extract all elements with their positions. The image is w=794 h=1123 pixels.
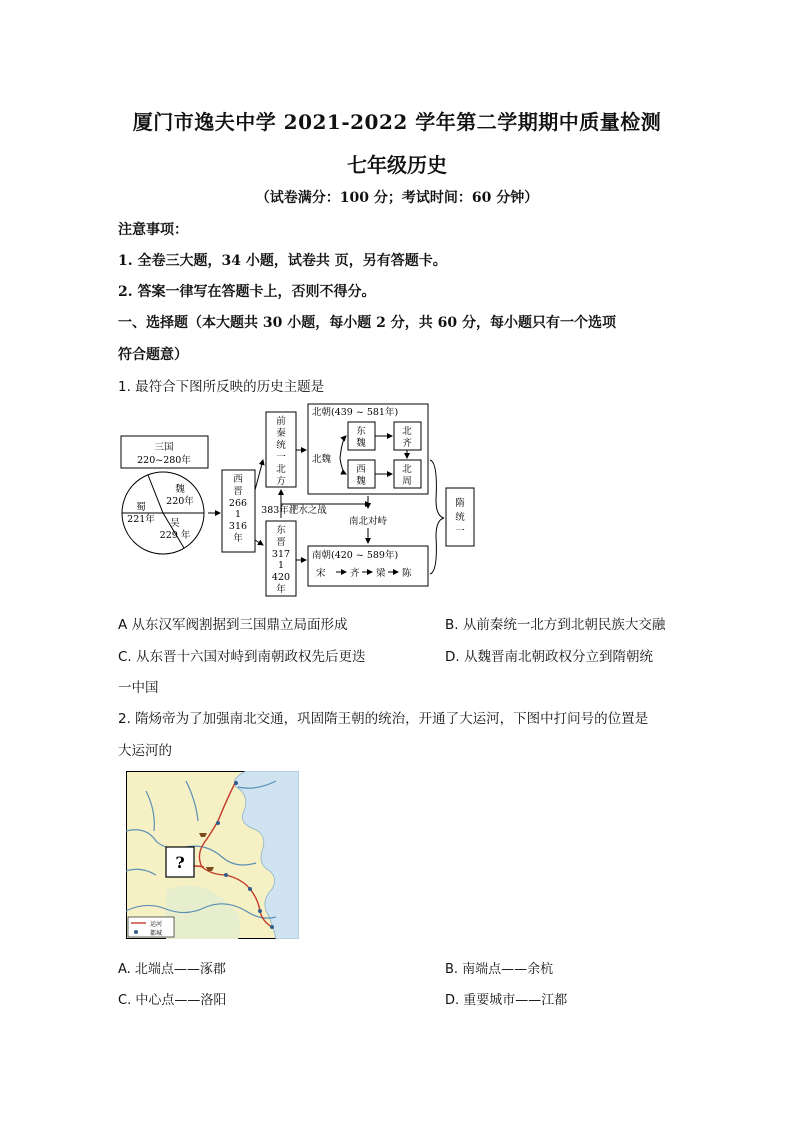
- xijin-char-1: 西: [233, 474, 243, 485]
- qianqin-char-4: 一: [276, 452, 286, 463]
- chen-label: 陈: [402, 568, 412, 579]
- grand-canal-map: [126, 771, 299, 939]
- exam-title: 厦门市逸夫中学 2021-2022 学年第二学期期中质量检测: [132, 110, 662, 134]
- notes-item-1: 1. 全卷三大题，34 小题，试卷共 页，另有答题卡。: [118, 253, 447, 269]
- sui-char-3: 一: [455, 526, 465, 537]
- sui-char-1: 隋: [455, 498, 465, 509]
- question-2-stem: 2. 隋炀帝为了加强南北交通，巩固隋王朝的统治，开通了大运河，下图中打问号的位置是: [118, 711, 649, 727]
- q2-option-b[interactable]: B. 南端点——余杭: [445, 962, 554, 977]
- wei-label: 魏: [175, 484, 185, 495]
- xiwei-char-2: 魏: [356, 476, 366, 487]
- exam-meta: （试卷满分：100 分；考试时间：60 分钟）: [255, 190, 539, 206]
- question-mark: ?: [175, 853, 185, 872]
- q1-option-d[interactable]: D. 从魏晋南北朝政权分立到隋朝统: [445, 649, 653, 665]
- q1-option-a[interactable]: A 从东汉军阀割据到三国鼎立局面形成: [118, 617, 348, 633]
- xijin-sep: 1: [234, 509, 242, 520]
- song-label: 宋: [316, 568, 326, 579]
- beiqi-char-2: 齐: [402, 438, 412, 449]
- q1-option-b[interactable]: B. 从前秦统一北方到北朝民族大交融: [445, 617, 666, 633]
- dongjin-year-end: 420: [271, 572, 291, 583]
- shu-label: 蜀: [136, 502, 146, 513]
- qianqin-char-3: 统: [276, 440, 286, 451]
- dongjin-year-start: 317: [271, 549, 291, 560]
- right-brace: [430, 460, 444, 574]
- liang-label: 梁: [376, 568, 386, 579]
- dongjin-char-1: 东: [276, 525, 286, 536]
- notes-heading: 注意事项：: [118, 222, 188, 238]
- question-2-stem-cont: 大运河的: [118, 743, 172, 759]
- beizhou-char-1: 北: [402, 464, 412, 475]
- qianqin-char-5: 北: [276, 464, 286, 475]
- feishui-label: 383年淝水之战: [261, 505, 327, 516]
- wu-year: 229 年: [159, 530, 191, 541]
- dynasty-flow-diagram: [118, 400, 478, 600]
- q2-option-a[interactable]: A. 北端点——涿郡: [118, 962, 226, 977]
- sui-char-2: 统: [455, 512, 465, 523]
- nanbei-label: 南北对峙: [348, 516, 388, 527]
- dongjin-sep: 1: [277, 560, 285, 571]
- q1-option-c[interactable]: C. 从东晋十六国对峙到南朝政权先后更迭: [118, 649, 366, 665]
- xijin-year-suffix: 年: [233, 533, 243, 544]
- legend-canal: 运河: [150, 921, 163, 928]
- beiqi-char-1: 北: [402, 426, 412, 437]
- notes-item-2: 2. 答案一律写在答题卡上，否则不得分。: [118, 284, 376, 300]
- xiwei-char-1: 西: [356, 464, 366, 475]
- wei-year: 220年: [166, 496, 194, 507]
- xijin-year-start: 266: [228, 498, 248, 509]
- dongwei-char-1: 东: [356, 426, 366, 437]
- beizhou-char-2: 周: [402, 476, 412, 487]
- sanguo-years: 220~280年: [137, 455, 191, 466]
- nanchao-label: 南朝(420 ~ 589年): [312, 550, 399, 561]
- qianqin-char-1: 前: [276, 416, 286, 427]
- wu-label: 吴: [170, 518, 180, 529]
- section-heading: 一、选择题（本大题共 30 小题，每小题 2 分，共 60 分，每小题只有一个选项: [118, 315, 616, 331]
- shu-year: 221年: [127, 514, 155, 525]
- qianqin-char-2: 秦: [276, 428, 286, 439]
- sanguo-label: 三国: [154, 442, 174, 453]
- beichao-label: 北朝(439 ~ 581年): [312, 407, 399, 418]
- xijin-char-2: 晋: [233, 486, 243, 497]
- dongjin-year-suffix: 年: [276, 584, 286, 595]
- qi-label: 齐: [350, 568, 360, 579]
- dongjin-char-2: 晋: [276, 537, 286, 548]
- exam-subtitle: 七年级历史: [347, 153, 447, 177]
- qianqin-char-6: 方: [276, 476, 286, 487]
- legend-capital: 都城: [150, 930, 163, 937]
- section-heading-cont: 符合题意）: [118, 347, 188, 363]
- q2-option-d[interactable]: D. 重要城市——江都: [445, 993, 568, 1008]
- question-1-stem: 1. 最符合下图所反映的历史主题是: [118, 379, 325, 395]
- dongwei-char-2: 魏: [356, 438, 366, 449]
- xijin-year-end: 316: [228, 521, 248, 532]
- q1-option-d-cont: 一中国: [118, 680, 159, 696]
- beiwei-label: 北魏: [312, 454, 332, 465]
- q2-option-c[interactable]: C. 中心点——洛阳: [118, 993, 227, 1008]
